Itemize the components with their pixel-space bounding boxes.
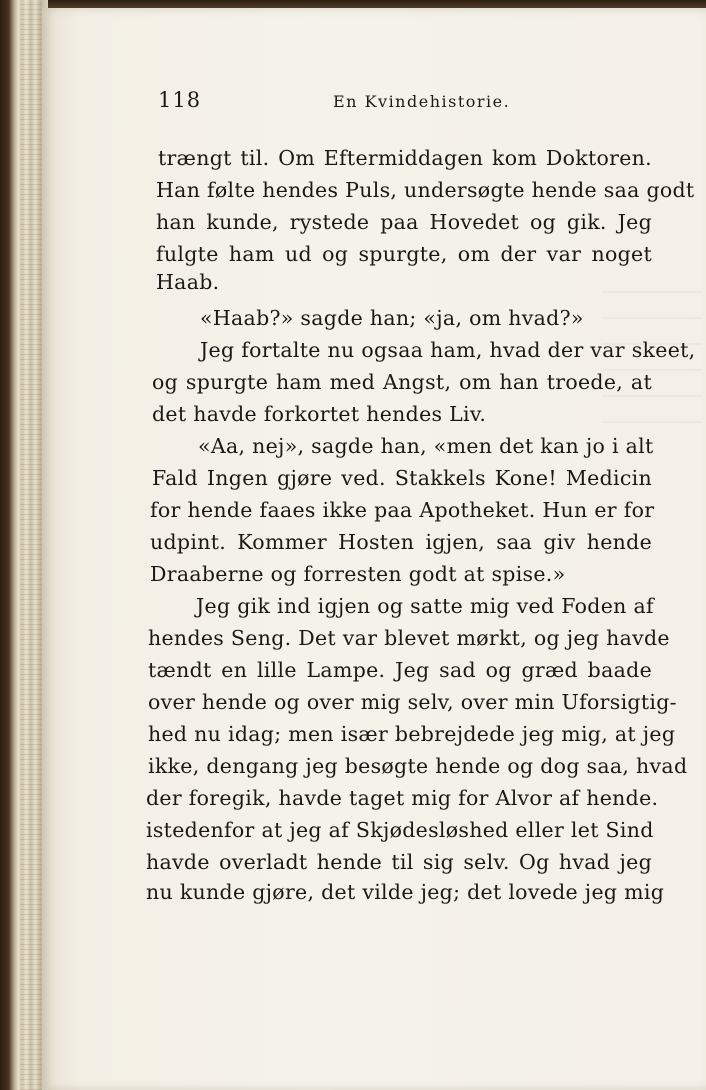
- text-line: Jeg fortalte nu ogsaa ham, hvad der var skeet,: [200, 338, 696, 362]
- text-line: trængt til. Om Eftermiddagen kom Doktoren.: [158, 146, 652, 170]
- text-line: Haab.: [156, 270, 220, 294]
- text-line: «Haab?» sagde han; «ja, om hvad?»: [200, 306, 584, 330]
- text-line: hed nu idag; men især bebrejdede jeg mig, at jeg: [148, 722, 676, 746]
- text-line: Fald Ingen gjøre ved. Stakkels Kone! Medicin: [152, 466, 652, 490]
- text-line: Jeg gik ind igjen og satte mig ved Foden af: [196, 594, 654, 618]
- text-line: ikke, dengang jeg besøgte hende og dog saa, hvad: [148, 754, 688, 778]
- text-line: istedenfor at jeg af Skjødesløshed eller let Sind: [146, 818, 654, 842]
- text-line: over hende og over mig selv, over min Uforsigtig-: [148, 690, 677, 714]
- text-line: udpint. Kommer Hosten igjen, saa giv hende: [150, 530, 652, 554]
- text-line: Draaberne og forresten godt at spise.»: [150, 562, 566, 586]
- running-title: En Kvindehistorie.: [333, 92, 511, 111]
- text-line: han kunde, rystede paa Hovedet og gik. Jeg: [156, 210, 652, 234]
- text-line: og spurgte ham med Angst, om han troede, at: [152, 370, 652, 394]
- text-line: havde overladt hende til sig selv. Og hvad jeg: [146, 850, 652, 874]
- text-line: for hende faaes ikke paa Apotheket. Hun er for: [150, 498, 655, 522]
- text-line: Han følte hendes Puls, undersøgte hende saa godt: [156, 178, 695, 202]
- text-line: fulgte ham ud og spurgte, om der var noget: [156, 242, 652, 266]
- text-line: tændt en lille Lampe. Jeg sad og græd baade: [148, 658, 652, 682]
- text-line: det havde forkortet hendes Liv.: [152, 402, 487, 426]
- text-line: hendes Seng. Det var blevet mørkt, og jeg havde: [148, 626, 670, 650]
- page-number: 118: [158, 88, 202, 112]
- text-line: der foregik, havde taget mig for Alvor af hende.: [146, 786, 659, 810]
- text-line: nu kunde gjøre, det vilde jeg; det lovede jeg mig: [146, 880, 665, 904]
- text-line: «Aa, nej», sagde han, «men det kan jo i alt: [198, 434, 654, 458]
